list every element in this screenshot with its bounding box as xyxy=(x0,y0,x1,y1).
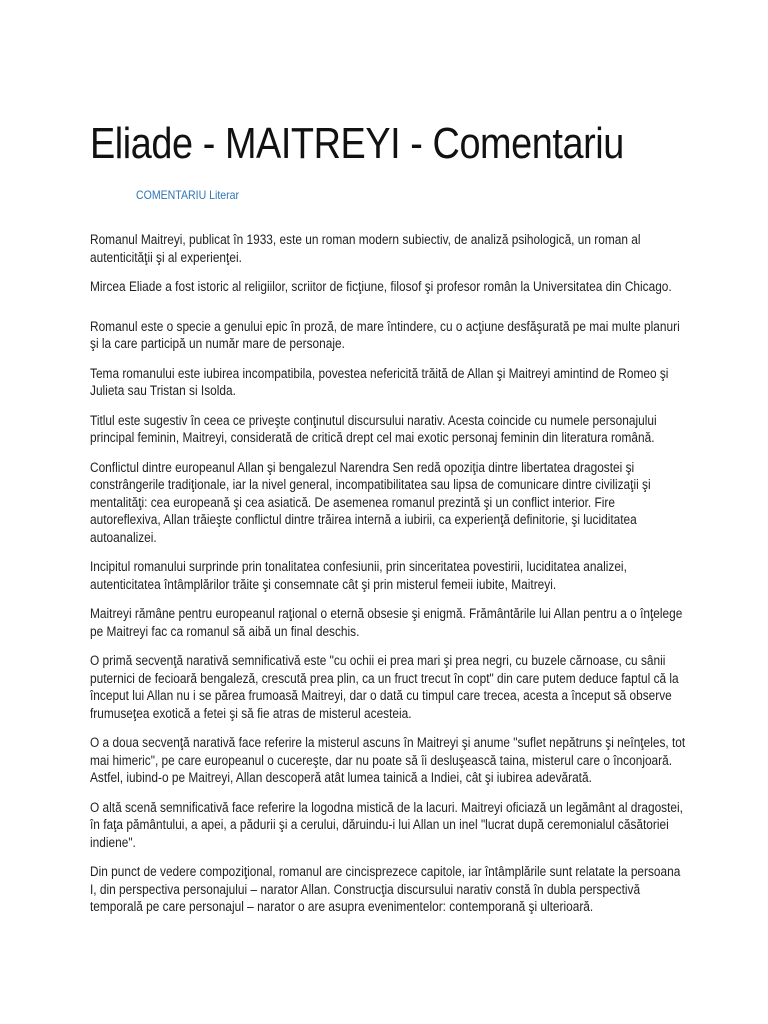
paragraph: Romanul este o specie a genului epic în proză, de mare întindere, cu o acţiune desfăşurată pe mai multe planuri şi la care participă un număr mare de personaje. xyxy=(90,318,680,351)
paragraph: Tema romanului este iubirea incompatibila, povestea nefericită trăită de Allan şi Maitreyi amintind de Romeo şi Julieta sau Tristan si Isolda. xyxy=(90,365,669,398)
document-title: Eliade - MAITREYI - Comentariu xyxy=(90,119,624,168)
paragraph: Incipitul romanului surprinde prin tonalitatea confesiunii, prin sinceritatea povestirii, luciditatea analizei, autenticitatea întâmplărilor trăite şi consemnate cât şi prin misterul femeii iubite, Maitreyi. xyxy=(90,559,627,592)
category-link[interactable]: COMENTARIU Literar xyxy=(136,188,240,202)
paragraph: Conflictul dintre europeanul Allan şi bengalezul Narendra Sen redă opoziţia dintre libertatea dragostei şi constrângerile tradiţionale, iar la nivel general, incompatibilitatea sau lipsa de comunicare dintre civilizaţii şi mentalităţi: cea europeană şi cea asiatică. De asemenea romanul prezintă şi un conflict interior. Fire autoreflexiva, Allan trăieşte conflictul dintre trăirea internă a iubirii, ca experienţă definitorie, şi luciditatea autoanalizei. xyxy=(90,459,651,545)
paragraph: Mircea Eliade a fost istoric al religiilor, scriitor de ficţiune, filosof şi profesor român la Universitatea din Chicago. xyxy=(90,279,672,294)
paragraph: Romanul Maitreyi, publicat în 1933, este un roman modern subiectiv, de analiză psihologică, un roman al autenticităţii şi al experienţei. xyxy=(90,232,641,265)
paragraph: O a doua secvenţă narativă face referire la misterul ascuns în Maitreyi şi anume "suflet nepătruns şi neînţeles, tot mai himeric", pe care europeanul o cucereşte, dar nu poate să îi desluşească taina, misterul care o înconjoară. Astfel, iubind-o pe Maitreyi, Allan descoperă atât lumea tainică a Indiei, cât şi iubirea adevărată. xyxy=(90,735,686,785)
paragraph: Titlul este sugestiv în ceea ce priveşte conţinutul discursului narativ. Acesta coincide cu numele personajului principal feminin, Maitreyi, considerată de critică drept cel mai exotic personaj feminin din literatura română. xyxy=(90,412,657,445)
paragraph: O primă secvenţă narativă semnificativă este "cu ochii ei prea mari şi prea negri, cu buzele cărnoase, cu sânii puternici de fecioară bengaleză, crescută prea plin, ca un fruct trecut în copt" din care putem deduce faptul că la început lui Allan nu i se părea frumoasă Maitreyi, dar o dată cu timpul care trecea, acesta a început să observe frumuseţea exotică a fetei şi să fie atras de misterul acesteia. xyxy=(90,653,679,721)
paragraph: Maitreyi rămâne pentru europeanul raţional o eternă obsesie şi enigmă. Frământările lui Allan pentru a o înţelege pe Maitreyi fac ca romanul să aibă un final deschis. xyxy=(90,606,683,639)
document-body xyxy=(90,231,688,928)
paragraph: O altă scenă semnificativă face referire la logodna mistică de la lacuri. Maitreyi oficiază un legământ al dragostei, în faţa pământului, a apei, a pădurii şi a cerului, dăruindu-i lui Allan un inel "lucrat după ceremonialul căsătoriei indiene". xyxy=(90,799,683,850)
paragraph: Din punct de vedere compoziţional, romanul are cincisprezece capitole, iar întâmplările sunt relatate la persoana I, din perspectiva personajului – narator Allan. Construcţia discursului narativ constă în dubla perspectivă temporală pe care personajul – narator o are asupra evenimentelor: contemporană şi ulterioară. xyxy=(90,864,681,914)
